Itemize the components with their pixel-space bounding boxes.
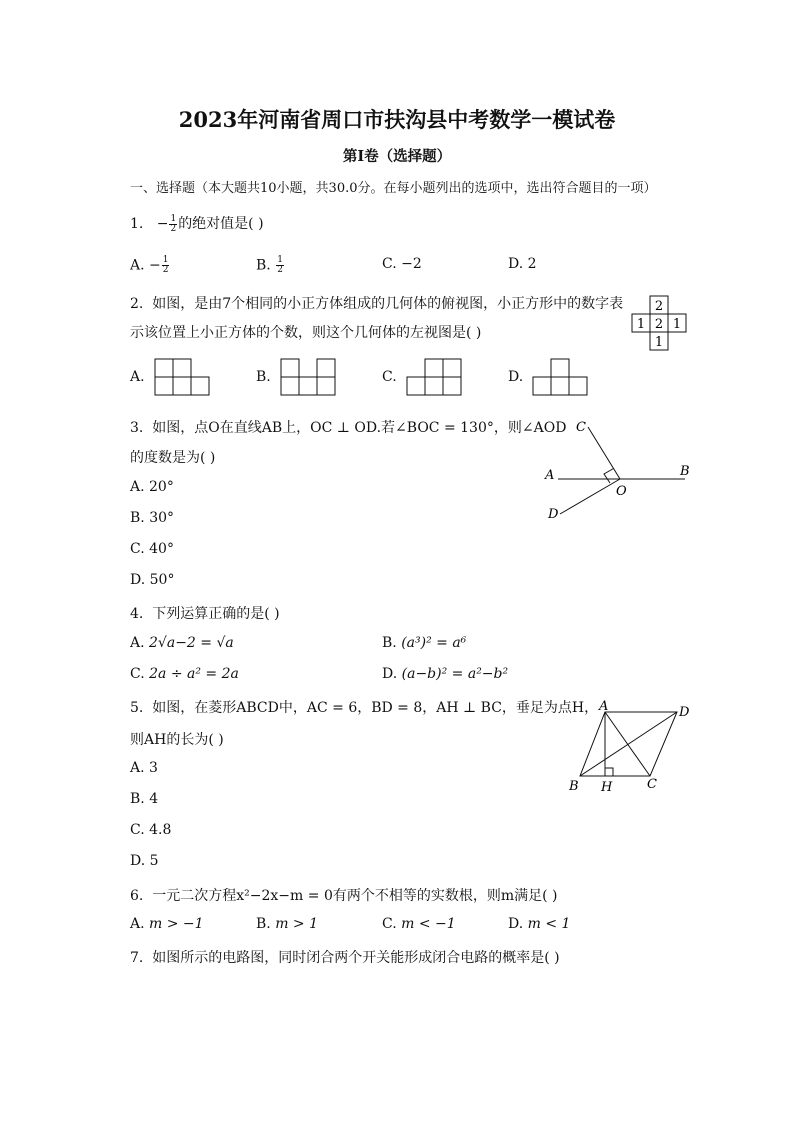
top-view-grid	[632, 296, 692, 350]
label-b: B	[680, 464, 690, 479]
grid-cell-center: 2	[654, 317, 664, 332]
question-2-line1: 2. 如图，是由7个相同的小正方体组成的几何体的俯视图，小正方形中的数字表	[130, 296, 624, 312]
option-b[interactable]: B.	[256, 369, 271, 385]
label-h: H	[601, 780, 613, 795]
question-1-stem: 1. − $\frac{1}{2}$ 的绝对值是( )	[130, 213, 264, 234]
section-instructions: 一、选择题（本大题共10小题，共30.0分。在每小题列出的选项中，选出符合题目的一项）	[130, 181, 657, 196]
grid-cell-left: 1	[636, 317, 646, 332]
label-d: D	[679, 705, 690, 720]
option-b[interactable]: B. (a³)² = a⁶	[382, 635, 467, 651]
option-c-figure	[407, 359, 463, 395]
page-title: 2023年河南省周口市扶沟县中考数学一模试卷	[178, 107, 616, 132]
label-d: D	[548, 507, 559, 522]
option-b[interactable]: B. m > 1	[256, 916, 319, 932]
grid-cell-right: 1	[672, 317, 682, 332]
question-4-stem: 4. 下列运算正确的是( )	[130, 606, 280, 622]
option-a[interactable]: A.	[130, 369, 145, 385]
fraction: $\frac{1}{2}$	[170, 213, 177, 234]
option-d[interactable]: D. 50°	[130, 572, 175, 588]
option-b[interactable]: B. 4	[130, 791, 159, 807]
fraction: $\frac{1}{2}$	[277, 255, 283, 275]
option-b[interactable]: B. $\frac{1}{2}$	[256, 255, 283, 275]
question-7-stem: 7. 如图所示的电路图，同时闭合两个开关能形成闭合电路的概率是( )	[130, 950, 560, 966]
option-a-figure	[155, 359, 211, 395]
option-c[interactable]: C. −2	[382, 256, 422, 272]
option-c[interactable]: C. 40°	[130, 541, 174, 557]
label-o: O	[616, 484, 627, 499]
option-b-figure	[281, 359, 337, 395]
option-a[interactable]: A. − $\frac{1}{2}$	[130, 255, 169, 275]
angle-figure	[540, 415, 700, 525]
rhombus-figure	[565, 697, 700, 797]
question-3-line2: 的度数是为( )	[130, 450, 216, 466]
option-a[interactable]: A. 2√a−2 = √a	[130, 635, 234, 651]
option-a[interactable]: A. m > −1	[130, 916, 204, 932]
question-2-line2: 示该位置上小正方体的个数，则这个几何体的左视图是( )	[130, 325, 482, 341]
label-b: B	[569, 779, 579, 794]
label-c: C	[647, 777, 657, 792]
option-c[interactable]: C. 2a ÷ a² = 2a	[130, 666, 239, 682]
option-a[interactable]: A. 3	[130, 760, 158, 776]
fraction: $\frac{1}{2}$	[162, 255, 169, 275]
grid-cell-bottom: 1	[654, 335, 664, 350]
option-d[interactable]: D. 2	[508, 256, 537, 272]
option-d[interactable]: D. 5	[130, 853, 159, 869]
option-d[interactable]: D. (a−b)² = a²−b²	[382, 666, 509, 682]
label-a: A	[545, 468, 555, 483]
option-c[interactable]: C. m < −1	[382, 916, 456, 932]
section-subtitle: 第Ⅰ卷（选择题）	[342, 148, 452, 165]
option-c[interactable]: C.	[382, 369, 397, 385]
question-6-stem: 6. 一元二次方程x²−2x−m = 0有两个不相等的实数根，则m满足( )	[130, 888, 558, 904]
option-c[interactable]: C. 4.8	[130, 822, 172, 838]
question-5-line1: 5. 如图，在菱形ABCD中，AC = 6，BD = 8，AH ⊥ BC，垂足为点H，	[130, 700, 599, 716]
option-d-figure	[533, 359, 589, 395]
option-d[interactable]: D.	[508, 369, 524, 385]
option-d[interactable]: D. m < 1	[508, 916, 571, 932]
question-5-line2: 则AH的长为( )	[130, 732, 224, 748]
label-a: A	[599, 699, 609, 714]
question-3-line1: 3. 如图，点O在直线AB上，OC ⊥ OD.若∠BOC = 130°，则∠AOD	[130, 420, 567, 436]
option-b[interactable]: B. 30°	[130, 510, 175, 526]
label-c: C	[576, 420, 586, 435]
grid-cell-top: 2	[654, 299, 664, 314]
option-a[interactable]: A. 20°	[130, 479, 174, 495]
